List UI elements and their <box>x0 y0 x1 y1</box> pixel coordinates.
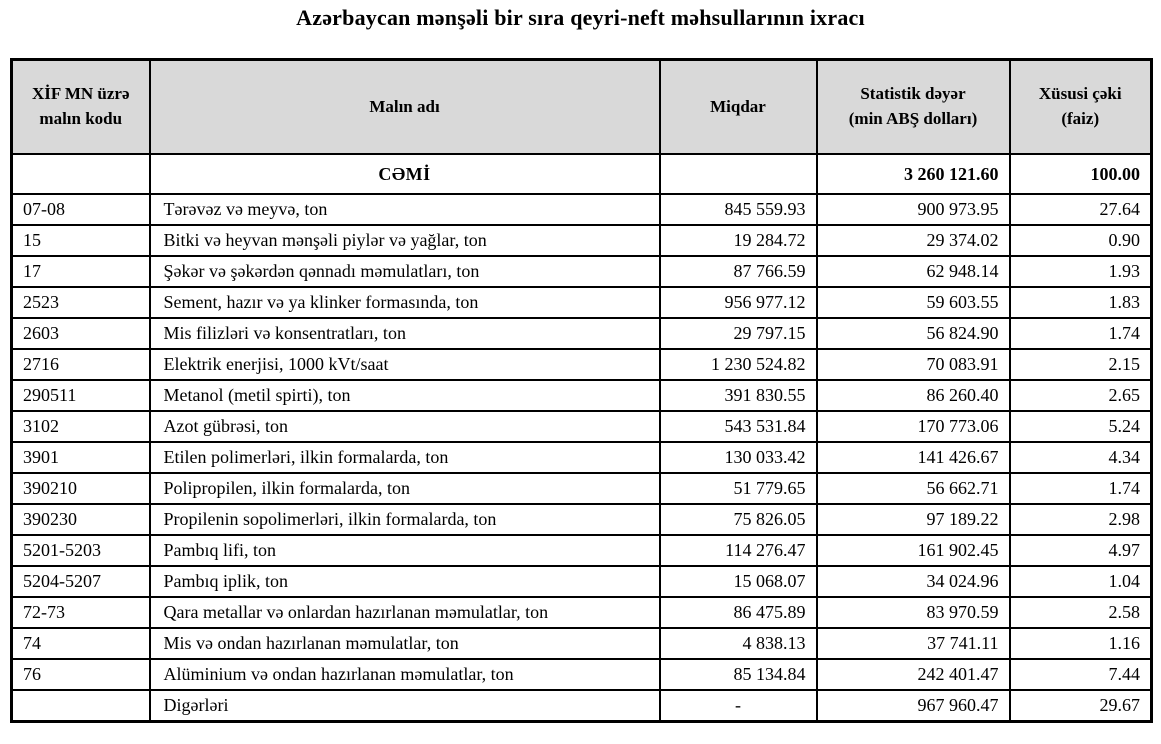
cell-name: Şəkər və şəkərdən qənnadı məmulatları, ton <box>150 256 660 287</box>
cell-share: 29.67 <box>1010 690 1152 722</box>
cell-code: 2603 <box>12 318 150 349</box>
cell-name: Propilenin sopolimerləri, ilkin formalarda, ton <box>150 504 660 535</box>
table-row <box>12 597 1152 628</box>
column-header-share: Xüsusi çəki (faiz) <box>1010 60 1152 155</box>
column-header-qty: Miqdar <box>660 60 817 155</box>
cell-code: 3102 <box>12 411 150 442</box>
column-header-value: Statistik dəyər (min ABŞ dolları) <box>817 60 1010 155</box>
cell-code <box>12 154 150 194</box>
table-row <box>12 318 1152 349</box>
cell-share: 27.64 <box>1010 194 1152 225</box>
cell-name: Mis və ondan hazırlanan məmulatlar, ton <box>150 628 660 659</box>
cell-code: 72-73 <box>12 597 150 628</box>
cell-qty: 391 830.55 <box>660 380 817 411</box>
column-header-code: XİF MN üzrə malın kodu <box>12 60 150 155</box>
table-row <box>12 225 1152 256</box>
cell-name: Etilen polimerləri, ilkin formalarda, ton <box>150 442 660 473</box>
cell-value: 170 773.06 <box>817 411 1010 442</box>
cell-code: 2523 <box>12 287 150 318</box>
cell-share: 2.15 <box>1010 349 1152 380</box>
cell-name: Sement, hazır və ya klinker formasında, ton <box>150 287 660 318</box>
cell-qty: 86 475.89 <box>660 597 817 628</box>
cell-name: Pambıq lifi, ton <box>150 535 660 566</box>
table-row <box>12 349 1152 380</box>
cell-value: 70 083.91 <box>817 349 1010 380</box>
cell-qty: 543 531.84 <box>660 411 817 442</box>
cell-qty: 15 068.07 <box>660 566 817 597</box>
cell-name: Digərləri <box>150 690 660 722</box>
cell-value: 56 662.71 <box>817 473 1010 504</box>
table-row <box>12 566 1152 597</box>
cell-qty: 845 559.93 <box>660 194 817 225</box>
cell-qty: 956 977.12 <box>660 287 817 318</box>
cell-qty: 1 230 524.82 <box>660 349 817 380</box>
cell-value: 83 970.59 <box>817 597 1010 628</box>
cell-value: 161 902.45 <box>817 535 1010 566</box>
cell-share: 2.98 <box>1010 504 1152 535</box>
cell-qty: 85 134.84 <box>660 659 817 690</box>
cell-value: 29 374.02 <box>817 225 1010 256</box>
table-row <box>12 659 1152 690</box>
cell-code: 07-08 <box>12 194 150 225</box>
cell-qty: 29 797.15 <box>660 318 817 349</box>
cell-code: 2716 <box>12 349 150 380</box>
cell-value: 900 973.95 <box>817 194 1010 225</box>
cell-code: 3901 <box>12 442 150 473</box>
column-header-name: Malın adı <box>150 60 660 155</box>
cell-value: 242 401.47 <box>817 659 1010 690</box>
table-row <box>12 194 1152 225</box>
cell-share: 1.93 <box>1010 256 1152 287</box>
cell-qty: 130 033.42 <box>660 442 817 473</box>
cell-share: 1.74 <box>1010 473 1152 504</box>
cell-name: Pambıq iplik, ton <box>150 566 660 597</box>
cell-code <box>12 690 150 722</box>
export-table <box>10 58 1153 723</box>
total-row <box>12 154 1152 194</box>
table-row <box>12 411 1152 442</box>
cell-name: Metanol (metil spirti), ton <box>150 380 660 411</box>
cell-value: 59 603.55 <box>817 287 1010 318</box>
cell-share: 1.04 <box>1010 566 1152 597</box>
cell-qty: 19 284.72 <box>660 225 817 256</box>
cell-share: 1.83 <box>1010 287 1152 318</box>
cell-qty: - <box>660 690 817 722</box>
cell-value: 3 260 121.60 <box>817 154 1010 194</box>
cell-share: 2.65 <box>1010 380 1152 411</box>
cell-name: Elektrik enerjisi, 1000 kVt/saat <box>150 349 660 380</box>
cell-share: 1.74 <box>1010 318 1152 349</box>
cell-qty: 4 838.13 <box>660 628 817 659</box>
page-title: Azərbaycan mənşəli bir sıra qeyri-neft məhsullarının ixracı <box>296 5 865 30</box>
cell-share: 5.24 <box>1010 411 1152 442</box>
cell-value: 37 741.11 <box>817 628 1010 659</box>
cell-share: 4.97 <box>1010 535 1152 566</box>
cell-value: 97 189.22 <box>817 504 1010 535</box>
cell-code: 390210 <box>12 473 150 504</box>
cell-qty: 87 766.59 <box>660 256 817 287</box>
table-row <box>12 535 1152 566</box>
cell-code: 5201-5203 <box>12 535 150 566</box>
table-row <box>12 256 1152 287</box>
cell-value: 56 824.90 <box>817 318 1010 349</box>
cell-code: 390230 <box>12 504 150 535</box>
cell-name: CƏMİ <box>150 154 660 194</box>
cell-code: 76 <box>12 659 150 690</box>
cell-name: Qara metallar və onlardan hazırlanan məmulatlar, ton <box>150 597 660 628</box>
table-row <box>12 287 1152 318</box>
cell-value: 967 960.47 <box>817 690 1010 722</box>
cell-share: 2.58 <box>1010 597 1152 628</box>
cell-value: 141 426.67 <box>817 442 1010 473</box>
cell-name: Bitki və heyvan mənşəli piylər və yağlar, ton <box>150 225 660 256</box>
header-row <box>12 60 1152 155</box>
cell-code: 15 <box>12 225 150 256</box>
table-row <box>12 504 1152 535</box>
cell-value: 34 024.96 <box>817 566 1010 597</box>
cell-value: 62 948.14 <box>817 256 1010 287</box>
cell-share: 100.00 <box>1010 154 1152 194</box>
table-row <box>12 442 1152 473</box>
table-row <box>12 628 1152 659</box>
cell-qty: 75 826.05 <box>660 504 817 535</box>
cell-code: 74 <box>12 628 150 659</box>
cell-qty <box>660 154 817 194</box>
cell-code: 5204-5207 <box>12 566 150 597</box>
cell-code: 17 <box>12 256 150 287</box>
table-row <box>12 473 1152 504</box>
cell-name: Mis filizləri və konsentratları, ton <box>150 318 660 349</box>
cell-name: Tərəvəz və meyvə, ton <box>150 194 660 225</box>
cell-share: 4.34 <box>1010 442 1152 473</box>
cell-code: 290511 <box>12 380 150 411</box>
cell-share: 1.16 <box>1010 628 1152 659</box>
cell-name: Alüminium və ondan hazırlanan məmulatlar, ton <box>150 659 660 690</box>
cell-share: 7.44 <box>1010 659 1152 690</box>
cell-name: Azot gübrəsi, ton <box>150 411 660 442</box>
cell-name: Polipropilen, ilkin formalarda, ton <box>150 473 660 504</box>
table-row <box>12 690 1152 722</box>
cell-qty: 114 276.47 <box>660 535 817 566</box>
table-row <box>12 380 1152 411</box>
cell-value: 86 260.40 <box>817 380 1010 411</box>
cell-qty: 51 779.65 <box>660 473 817 504</box>
cell-share: 0.90 <box>1010 225 1152 256</box>
